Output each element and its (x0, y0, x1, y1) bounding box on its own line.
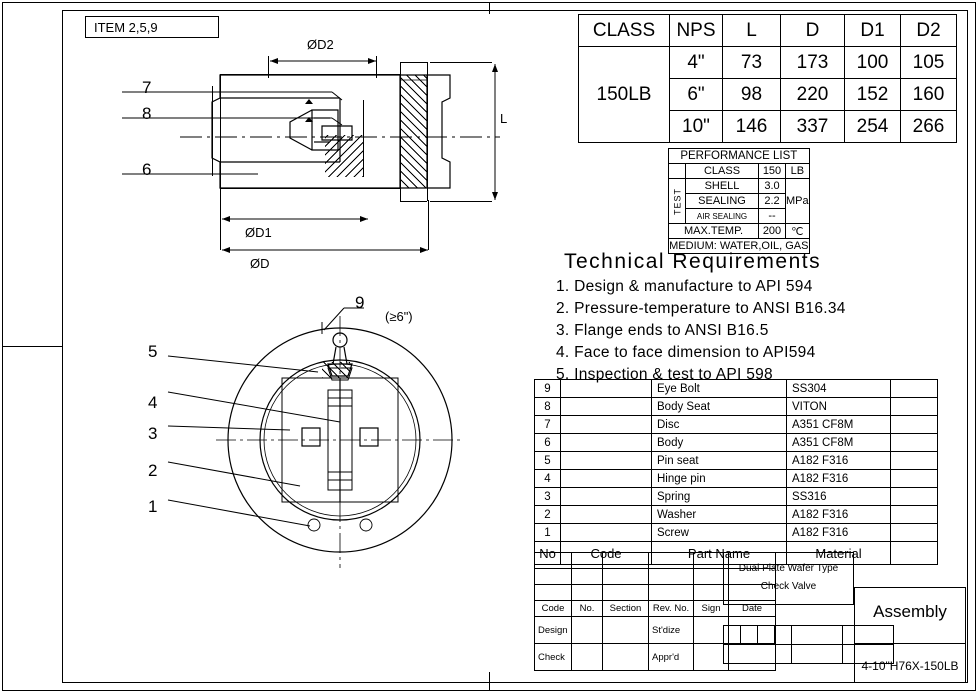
dim-nps-10: 10" (670, 111, 723, 143)
bom-part: Spring (652, 488, 787, 506)
rev-cell (572, 553, 603, 569)
bom-no: 6 (535, 434, 561, 452)
bom-header-code: Code (561, 542, 652, 565)
perf-maxtemp-unit: ℃ (786, 224, 810, 239)
rev-cell (572, 569, 603, 585)
bom-qty (891, 398, 938, 416)
perf-shell-label: SHELL (686, 179, 759, 194)
bom-material: VITON (787, 398, 891, 416)
table-row (535, 524, 938, 542)
bom-no: 1 (535, 524, 561, 542)
leader-number-7: 7 (142, 78, 152, 97)
section-line (400, 201, 427, 202)
dim-header-d: D (781, 15, 845, 47)
section-line (220, 188, 400, 189)
bom-material: SS304 (787, 380, 891, 398)
bom-material: A182 F316 (787, 524, 891, 542)
bom-qty (891, 488, 938, 506)
perf-shell-value: 3.0 (759, 179, 786, 194)
dim-d2-6: 160 (901, 79, 957, 111)
leader-number-5: 5 (148, 342, 158, 361)
bom-material: A182 F316 (787, 452, 891, 470)
dim-arrow-d2 (268, 56, 378, 66)
bom-part: Hinge pin (652, 470, 787, 488)
drawing-type-label: Assembly (873, 602, 947, 621)
small-cell (724, 645, 792, 664)
dim-d-4: 173 (781, 47, 845, 79)
dim-nps-4: 4" (670, 47, 723, 79)
table-row (535, 380, 938, 398)
tb-header-sign: Sign (694, 601, 729, 617)
dim-d1-4: 100 (845, 47, 901, 79)
leader-number-1: 1 (148, 497, 158, 516)
tech-requirements-title: Technical Requirements (564, 250, 822, 273)
dim-arrow-L (490, 62, 500, 202)
bom-code (561, 398, 652, 416)
performance-list-table (668, 148, 810, 254)
bom-no: 5 (535, 452, 561, 470)
small-cell (775, 626, 792, 645)
rev-cell (535, 585, 572, 601)
dim-label-L: L (500, 111, 508, 126)
tech-requirement-item: 3. Flange ends to ANSI B16.5 (556, 322, 769, 339)
table-row (535, 398, 938, 416)
rev-cell (603, 569, 649, 585)
tech-requirement-item: 2. Pressure-temperature to ANSI B16.34 (556, 300, 846, 317)
bom-no: 2 (535, 506, 561, 524)
table-row (535, 416, 938, 434)
margin-tick-top (489, 2, 490, 14)
dim-header-d2: D2 (901, 15, 957, 47)
bom-header-material: Material (787, 542, 891, 565)
bom-part: Body Seat (652, 398, 787, 416)
rev-cell (649, 569, 694, 585)
bom-qty (891, 416, 938, 434)
tb-design-section (603, 617, 649, 644)
dim-d-6: 220 (781, 79, 845, 111)
table-row (669, 224, 810, 239)
perf-class-value: 150 (759, 164, 786, 179)
dimension-table (578, 14, 957, 143)
dim-header-d1: D1 (845, 15, 901, 47)
ext-line (220, 188, 221, 250)
bom-part: Eye Bolt (652, 380, 787, 398)
small-cell (724, 626, 741, 645)
leader-number-9: 9 (355, 293, 365, 312)
bom-no: 8 (535, 398, 561, 416)
product-name-line1: Dual Plate Wafer Type (738, 563, 839, 574)
ext-line (430, 201, 492, 202)
bom-part: Screw (652, 524, 787, 542)
bom-part: Disc (652, 416, 787, 434)
bom-header-part: Part Name (652, 542, 787, 565)
bom-part: Pin seat (652, 452, 787, 470)
bom-code (561, 434, 652, 452)
bom-material: SS316 (787, 488, 891, 506)
bom-part: Body (652, 434, 787, 452)
bom-no: 3 (535, 488, 561, 506)
bom-qty (891, 380, 938, 398)
bom-material: A351 CF8M (787, 416, 891, 434)
bom-qty (891, 452, 938, 470)
bom-no: 4 (535, 470, 561, 488)
perf-maxtemp-label: MAX.TEMP. (669, 224, 759, 239)
tb-apprd-label: Appr'd (649, 644, 694, 671)
tb-design-value (572, 617, 603, 644)
leader-number-6: 6 (142, 160, 152, 179)
perf-sealing-label: SEALING (686, 194, 759, 209)
tech-requirement-item: 5. Inspection & test to API 598 (556, 366, 773, 383)
perf-pressure-unit: MPa (786, 179, 810, 224)
rev-cell (649, 585, 694, 601)
dim-header-nps: NPS (670, 15, 723, 47)
rev-cell (649, 553, 694, 569)
dim-label-d: ØD (250, 256, 270, 271)
leader-lines-section (118, 78, 348, 188)
perf-test-label: TEST (669, 179, 686, 224)
item-tag (85, 16, 219, 38)
rev-cell (603, 553, 649, 569)
section-line (427, 62, 428, 201)
tb-stdize-label: St'dize (649, 617, 694, 644)
small-cell (792, 626, 843, 645)
bom-material: A182 F316 (787, 470, 891, 488)
tb-header-revno: Rev. No. (649, 601, 694, 617)
bom-qty (891, 434, 938, 452)
section-line (220, 74, 400, 75)
table-row (535, 452, 938, 470)
small-cell (741, 626, 758, 645)
bom-qty (891, 506, 938, 524)
dim-d2-10: 266 (901, 111, 957, 143)
dim-d2-4: 105 (901, 47, 957, 79)
tb-check-label: Check (535, 644, 572, 671)
leader-number-2: 2 (148, 461, 158, 480)
perf-air-sealing-label: AIR SEALING (686, 209, 759, 224)
leader-number-8: 8 (142, 104, 152, 123)
dim-d1-6: 152 (845, 79, 901, 111)
dim-label-d2: ØD2 (307, 37, 334, 52)
leader-number-4: 4 (148, 393, 158, 412)
bom-code (561, 524, 652, 542)
bom-qty (891, 470, 938, 488)
bom-header-no: No (535, 542, 561, 565)
item-tag-label: ITEM 2,5,9 (94, 19, 158, 35)
drawing-code-label: 4-10"H76X-150LB (861, 659, 959, 673)
ext-line (428, 200, 429, 250)
dim-label-d1: ØD1 (245, 225, 272, 240)
table-row (535, 488, 938, 506)
dim-nps-6: 6" (670, 79, 723, 111)
bill-of-materials-table (534, 379, 938, 565)
tech-requirement-item: 1. Design & manufacture to API 594 (556, 278, 813, 295)
tb-check-value (572, 644, 603, 671)
dim-arrow-d (220, 245, 430, 255)
table-row (535, 434, 938, 452)
drawing-title-box (854, 587, 966, 683)
dim-l-4: 73 (723, 47, 781, 79)
rev-cell (572, 585, 603, 601)
dim-l-6: 98 (723, 79, 781, 111)
tech-requirement-item: 4. Face to face dimension to API594 (556, 344, 816, 361)
technical-requirements (556, 250, 976, 384)
bom-qty (891, 524, 938, 542)
bom-header-qty (891, 542, 938, 565)
bom-code (561, 506, 652, 524)
rev-cell (535, 569, 572, 585)
table-header-row (579, 15, 957, 47)
bom-no: 7 (535, 416, 561, 434)
ext-line (430, 62, 492, 63)
bom-code (561, 380, 652, 398)
perf-air-sealing-value: -- (759, 209, 786, 224)
perf-class-unit: LB (786, 164, 810, 179)
perf-sealing-value: 2.2 (759, 194, 786, 209)
dim-header-class: CLASS (579, 15, 670, 47)
rev-cell (535, 553, 572, 569)
tb-header-code: Code (535, 601, 572, 617)
table-row (579, 47, 957, 79)
tb-check-section (603, 644, 649, 671)
bom-part: Washer (652, 506, 787, 524)
leader-lines-plan (140, 340, 400, 550)
product-name-box (723, 552, 854, 605)
tb-design-label: Design (535, 617, 572, 644)
perf-class-label: CLASS (686, 164, 759, 179)
bom-code (561, 488, 652, 506)
perf-spacer (669, 164, 686, 179)
small-cell (758, 626, 775, 645)
bom-code (561, 470, 652, 488)
section-line (400, 62, 427, 63)
dim-class-value: 150LB (579, 47, 670, 143)
bom-code (561, 416, 652, 434)
ext-line (376, 56, 377, 78)
section-hatch-right-upper (400, 75, 427, 188)
ext-line (268, 56, 269, 78)
rev-cell (603, 585, 649, 601)
performance-title: PERFORMANCE LIST (669, 149, 810, 164)
margin-tick-left (2, 346, 62, 347)
dim-arrow-d1 (220, 214, 370, 224)
tb-header-no: No. (572, 601, 603, 617)
dim-d-10: 337 (781, 111, 845, 143)
bom-no: 9 (535, 380, 561, 398)
bom-code (561, 452, 652, 470)
margin-tick-bottom (489, 672, 490, 691)
tb-header-section: Section (603, 601, 649, 617)
table-row (669, 179, 810, 194)
perf-maxtemp-value: 200 (759, 224, 786, 239)
dim-header-l: L (723, 15, 781, 47)
table-row (669, 164, 810, 179)
title-box-divider (855, 643, 965, 644)
table-row (535, 470, 938, 488)
table-row (535, 506, 938, 524)
leader-number-3: 3 (148, 424, 158, 443)
dim-d1-10: 254 (845, 111, 901, 143)
dim-l-10: 146 (723, 111, 781, 143)
tb-header-date: Date (729, 601, 776, 617)
perf-medium: MEDIUM: WATER,OIL, GAS (669, 240, 809, 252)
bom-material: A182 F316 (787, 506, 891, 524)
small-cell (792, 645, 843, 664)
section-line (400, 62, 401, 201)
note-six-inch: (≥6") (385, 309, 413, 324)
bom-material: A351 CF8M (787, 434, 891, 452)
table-row (669, 149, 810, 164)
product-name-line2: Check Valve (760, 581, 817, 592)
